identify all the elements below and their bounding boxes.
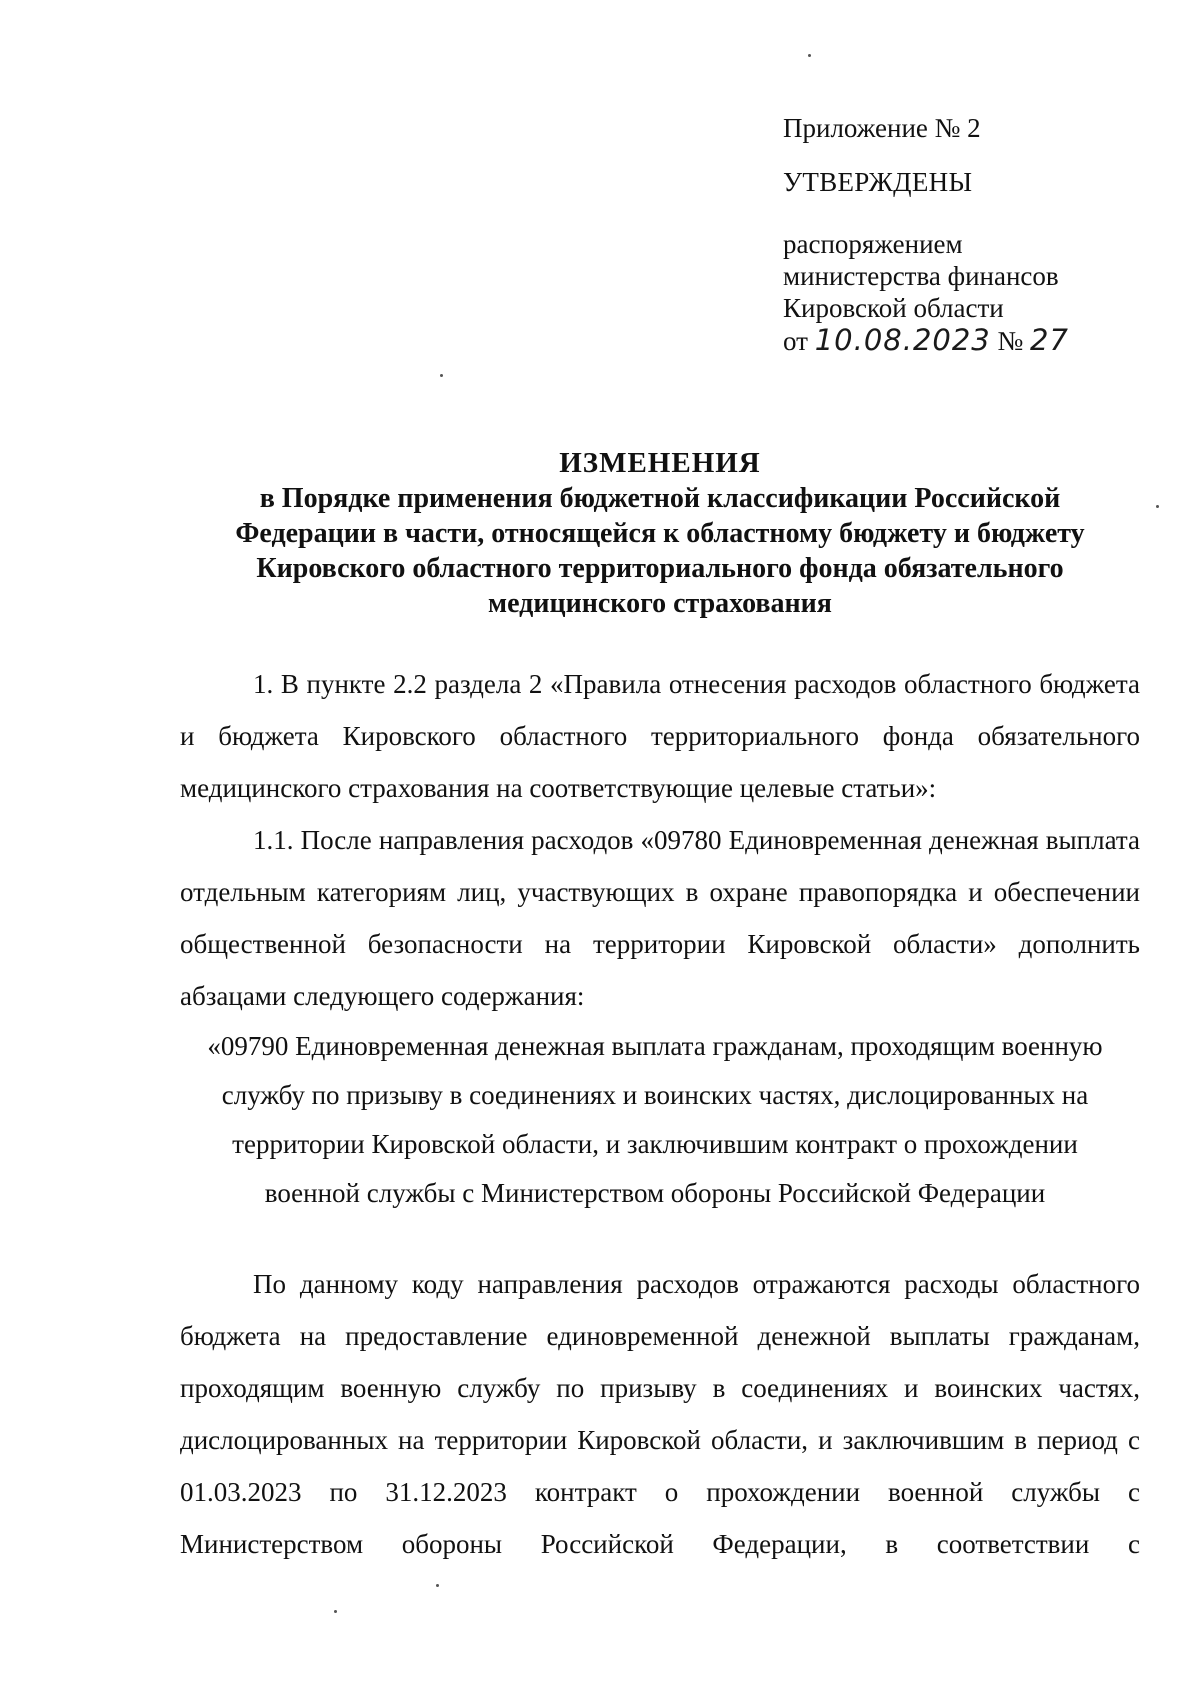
document-title-line-3: Кировского областного территориального фонда обязательного	[256, 553, 1064, 584]
paragraph-1: 1. В пункте 2.2 раздела 2 «Правила отнесения расходов областного бюджета и бюджета Кировского областного территориального фонда обязательного медицинского страхования на соответствующие целевые статьи»:	[180, 669, 1140, 803]
quote-line-3: территории Кировской области, и заключившим контракт о прохождении	[232, 1129, 1078, 1159]
approved-label: УТВЕРЖДЕНЫ	[783, 167, 973, 197]
quote-line-1: «09790 Единовременная денежная выплата гражданам, проходящим военную	[207, 1031, 1103, 1061]
approval-by-line-3: Кировской области	[783, 293, 1004, 323]
document-title-line-4: медицинского страхования	[488, 588, 832, 619]
date-prefix: от	[783, 326, 808, 356]
document-body	[180, 658, 1140, 1570]
quote-line-4: военной службы с Министерством обороны Российской Федерации	[264, 1178, 1046, 1208]
approval-date-line	[783, 324, 1163, 357]
scan-speck	[334, 1610, 337, 1613]
document-title-line-1: в Порядке применения бюджетной классификации Российской	[259, 483, 1061, 514]
handwritten-number: 27	[1030, 323, 1069, 357]
approval-by-line-1: распоряжением	[783, 229, 963, 259]
quote-line-2: службу по призыву в соединениях и воинских частях, дислоцированных на	[221, 1080, 1089, 1110]
paragraph-1-1: 1.1. После направления расходов «09780 Единовременная денежная выплата отдельным категориям лиц, участвующих в охране правопорядка и обеспечении общественной безопасности на территории Кировской области» дополнить абзацами следующего содержания:	[180, 825, 1140, 1011]
quoted-code-block	[170, 1022, 1140, 1218]
document-main-title: ИЗМЕНЕНИЯ	[559, 447, 761, 479]
handwritten-date: 10.08.2023	[814, 323, 991, 357]
document-title-block	[180, 446, 1140, 621]
scan-speck	[808, 54, 811, 57]
appendix-label: Приложение № 2	[783, 113, 981, 143]
number-prefix: №	[997, 326, 1024, 356]
document-title-line-2: Федерации в части, относящейся к областному бюджету и бюджету	[235, 518, 1085, 549]
approval-stamp-block	[783, 112, 1163, 357]
approval-by-line-2: министерства финансов	[783, 261, 1059, 291]
paragraph-description: По данному коду направления расходов отражаются расходы областного бюджета на предоставление единовременной денежной выплаты гражданам, проходящим военную службу по призыву в соединениях и воинских частях, дислоцированных на территории Кировской области, и заключившим в период с 01.03.2023 по 31.12.2023 контракт о прохождении военной службы с Министерством обороны Российской Федерации, в соответствии с	[180, 1269, 1140, 1559]
paragraph-gap	[180, 1218, 1140, 1258]
scan-speck	[436, 1584, 439, 1587]
scan-speck	[1156, 505, 1159, 508]
scan-speck	[440, 374, 443, 377]
